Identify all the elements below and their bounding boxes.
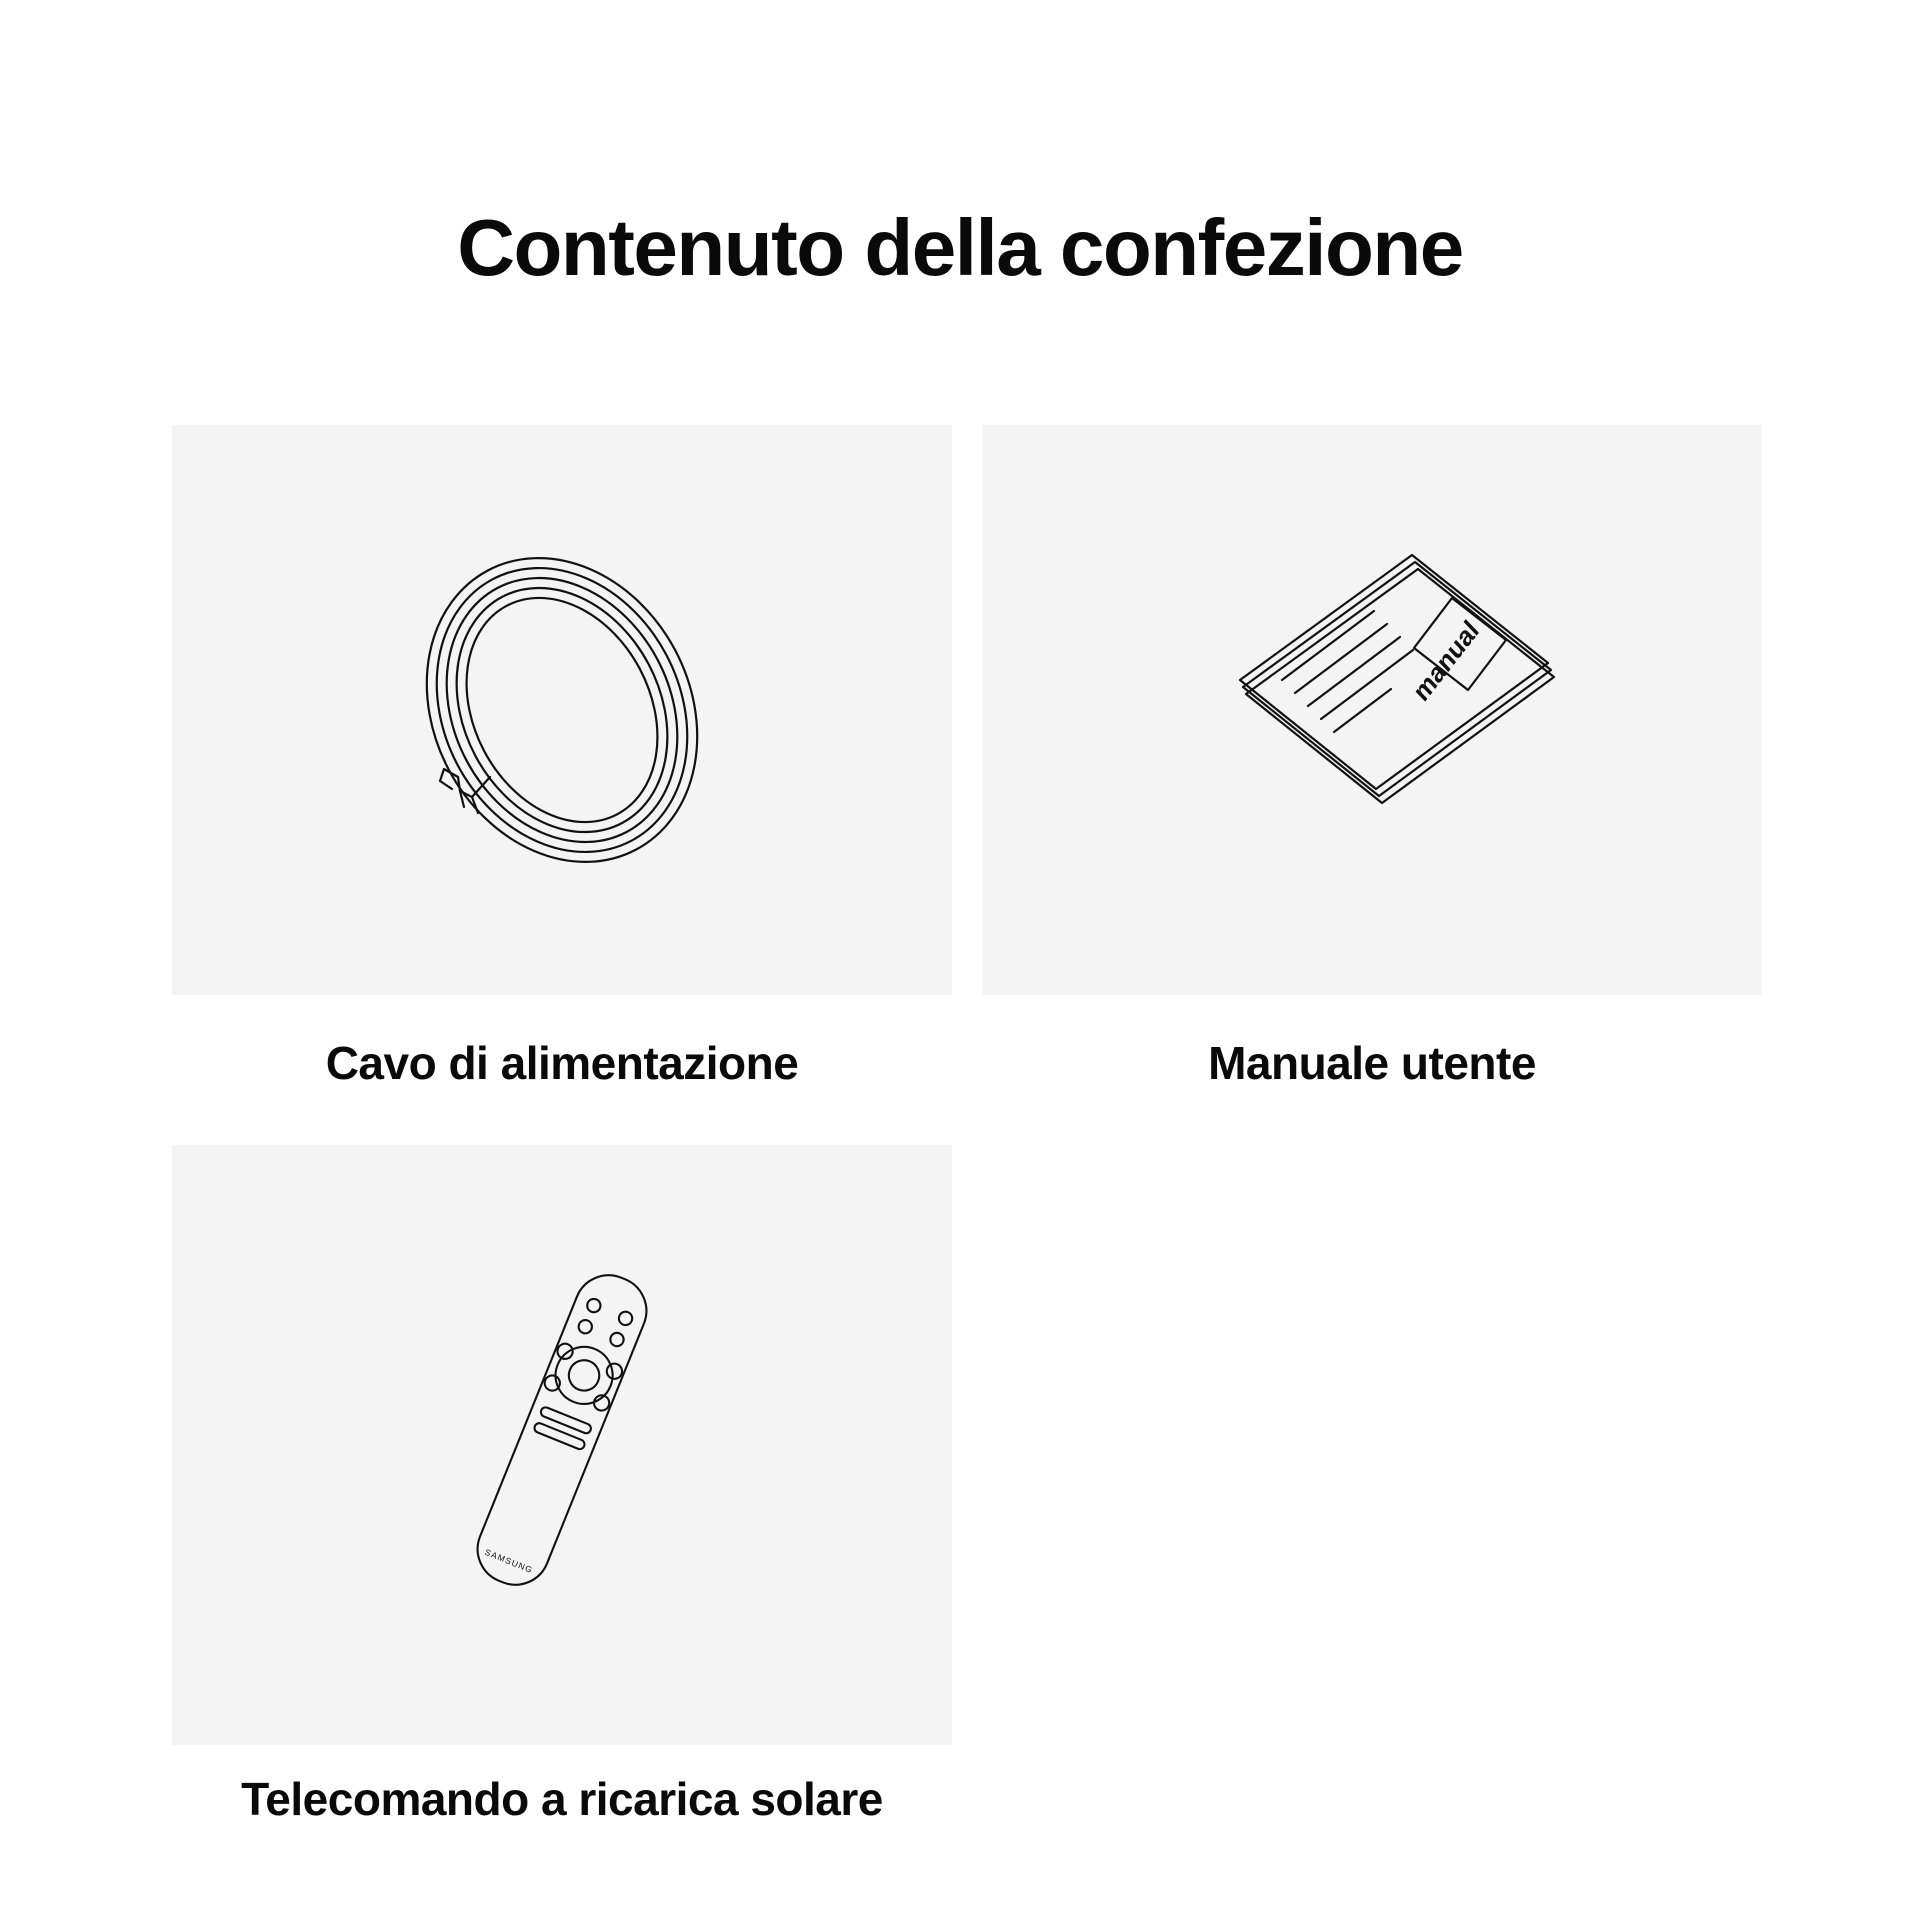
package-contents-grid — [172, 425, 1762, 1093]
coiled-power-cable-icon — [172, 425, 952, 995]
remote-brand-text: SAMSUNG — [483, 1546, 535, 1576]
power-cable-label: Cavo di alimentazione — [325, 1037, 799, 1089]
package-item-user-manual — [982, 425, 1762, 1093]
manual-cover-text: manual — [1407, 613, 1485, 708]
package-item-power-cable — [172, 425, 952, 1093]
tv-remote-control-icon — [172, 1145, 952, 1715]
power-cable-thumbnail — [172, 425, 952, 995]
solar-remote-label: Telecomando a ricarica solare — [241, 1773, 883, 1825]
package-item-solar-remote — [172, 1145, 952, 1829]
user-manual-thumbnail — [982, 425, 1762, 995]
page-title: Contenuto della confezione — [457, 202, 1463, 292]
solar-remote-thumbnail — [172, 1145, 952, 1745]
user-manual-label: Manuale utente — [1208, 1037, 1536, 1089]
manual-booklet-icon — [982, 425, 1762, 995]
